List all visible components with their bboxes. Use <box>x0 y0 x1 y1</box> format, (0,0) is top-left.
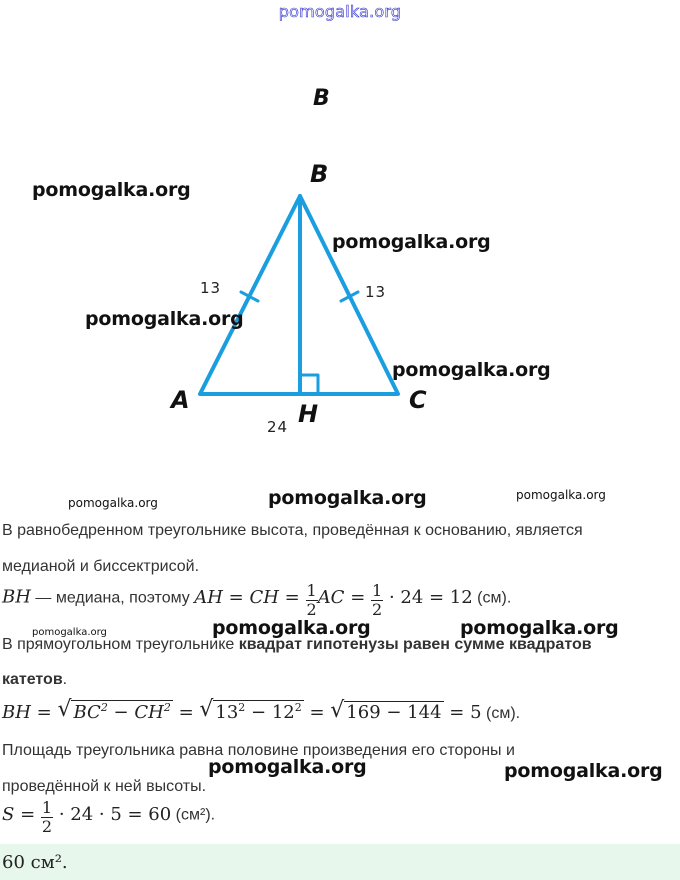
site-header-link[interactable]: pomogalka.org <box>278 2 402 21</box>
side-label-ab: 13 <box>200 279 222 297</box>
eq1-text: — медиана, поэтому <box>35 589 190 607</box>
solution-paragraph-3-line-1: Площадь треугольника равна половине произведения его стороны и <box>2 742 515 759</box>
solution-paragraph-1-line-2: медианой и биссектрисой. <box>2 558 200 575</box>
solution-paragraph-2-line-1: В прямоугольном треугольнике квадрат гипотенузы равен сумме квадратов <box>2 636 592 653</box>
watermark: pomogalka.org <box>212 617 371 639</box>
solution-paragraph-1-line-1: В равнобедренном треугольнике высота, проведённая к основанию, является <box>2 522 583 539</box>
watermark: pomogalka.org <box>504 760 663 782</box>
watermark: pomogalka.org <box>32 179 191 201</box>
vertex-label-h: H <box>298 400 319 428</box>
watermark: pomogalka.org <box>332 231 491 253</box>
watermark: pomogalka.org <box>32 627 107 638</box>
solution-paragraph-3-line-2: проведённой к ней высоты. <box>2 778 207 795</box>
right-angle-mark <box>300 375 318 394</box>
answer-text: 60 см². <box>2 852 68 873</box>
side-label-ac: 24 <box>267 418 289 436</box>
eq3-unit: (см²). <box>175 806 216 824</box>
watermark: pomogalka.org <box>68 496 158 510</box>
watermark: pomogalka.org <box>208 756 367 778</box>
answer-box <box>0 844 680 880</box>
equation-area: S = $\frac{1}{2}$ · 24 · 5 = 60 (см²). <box>2 798 216 836</box>
watermark: pomogalka.org <box>516 488 606 502</box>
watermark: pomogalka.org <box>85 308 244 330</box>
vertex-label-c: C <box>409 386 427 414</box>
eq1-unit: (см). <box>477 589 512 607</box>
solution-paragraph-2-line-2: катетов. <box>2 671 68 688</box>
eq1-bh: BH <box>2 586 31 608</box>
watermark: pomogalka.org <box>392 359 551 381</box>
cropped-letter: B <box>313 86 330 111</box>
equation-pythagoras: BH = √ $BC^2 - CH^2$ = √ $13^2 - 12^2$ = √ 169 − 144 = 5 (см). <box>2 697 521 723</box>
equation-median: BH — медиана, поэтому AH = CH = $\frac{1}{2}$ AC = $\frac{1}{2}$ · 24 = 12 (см). <box>2 581 512 619</box>
eq2-unit: (см). <box>486 705 521 722</box>
vertex-label-a: A <box>171 386 190 414</box>
watermark: pomogalka.org <box>460 617 619 639</box>
vertex-label-b: B <box>310 160 329 188</box>
watermark: pomogalka.org <box>268 487 427 509</box>
side-label-bc: 13 <box>365 283 387 301</box>
